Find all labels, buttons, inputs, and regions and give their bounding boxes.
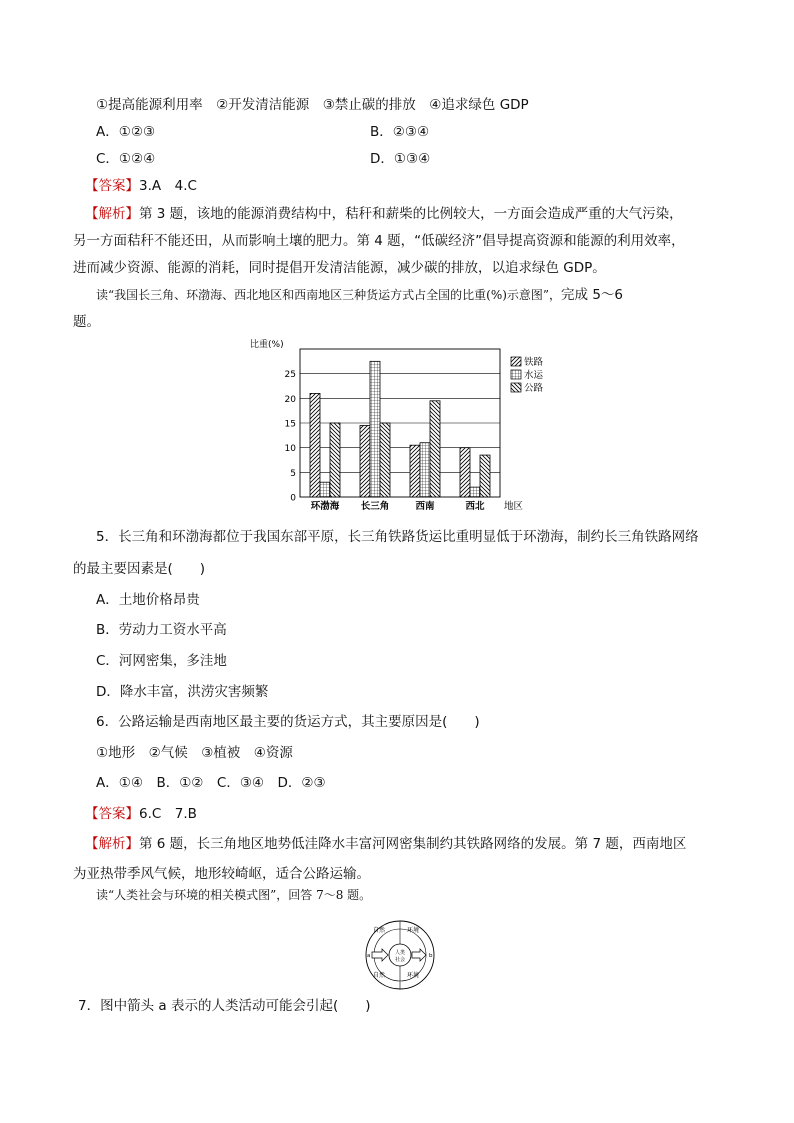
analysis-tag: 【解析】 <box>85 206 139 222</box>
legend-label: 铁路 <box>524 357 544 368</box>
bar-公路-西北 <box>480 455 490 497</box>
bar-水运-西南 <box>420 443 430 497</box>
human-society-environment-diagram <box>358 918 442 992</box>
bar-公路-西南 <box>430 401 440 497</box>
q4-option-b: B．②③④ <box>370 124 430 140</box>
y-tick-label: 15 <box>284 419 296 430</box>
legend-label: 公路 <box>524 383 544 394</box>
label-environment-top: 环境 <box>407 927 420 934</box>
answer-block-2: 【答案】6.C 7.B <box>85 806 197 822</box>
bar-水运-环渤海 <box>320 482 330 497</box>
category-label: 长三角 <box>360 501 390 512</box>
diagram-intro: 读“人类社会与环境的相关模式图”，回答 7～8 题。 <box>96 888 372 902</box>
q5-option-b: B．劳动力工资水平高 <box>96 622 227 638</box>
bar-公路-长三角 <box>380 423 390 497</box>
analysis-1-line-3: 进而减少资源、能源的消耗，同时提倡开发清洁能源，减少碳的排放，以追求绿色 GDP。 <box>73 260 606 276</box>
bar-铁路-西北 <box>460 448 470 497</box>
legend-label: 水运 <box>524 370 544 381</box>
label-society: 社会 <box>395 957 406 963</box>
q6-items: ①地形 ②气候 ③植被 ④资源 <box>96 745 293 761</box>
bar-公路-环渤海 <box>330 423 340 497</box>
y-tick-label: 20 <box>284 394 296 405</box>
q7-stem: 7．图中箭头 a 表示的人类活动可能会引起( ) <box>78 998 371 1014</box>
chart-intro-line-1: 读“我国长三角、环渤海、西北地区和西南地区三种货运方式占全国的比重(%)示意图”，完成 5～6 <box>96 287 624 303</box>
label-human: 人类 <box>395 950 406 956</box>
legend-swatch <box>511 370 521 379</box>
bar-铁路-长三角 <box>360 425 370 497</box>
q4-option-d: D．①③④ <box>370 151 431 167</box>
y-tick-label: 5 <box>290 468 296 479</box>
analysis-1-line-2: 另一方面秸秆不能还田，从而影响土壤的肥力。第 4 题，“低碳经济”倡导提高资源和能源的利用效率， <box>73 233 685 249</box>
y-axis-label: 比重(%) <box>250 340 284 350</box>
category-label: 西北 <box>465 501 485 512</box>
bar-水运-长三角 <box>370 361 380 497</box>
analysis-2-line-2: 为亚热带季风气候，地形较崎岖，适合公路运输。 <box>73 866 370 882</box>
label-environment-bottom: 环境 <box>407 972 420 979</box>
bar-铁路-西南 <box>410 445 420 497</box>
x-axis-label: 地区 <box>504 501 524 512</box>
freight-share-chart <box>248 337 558 515</box>
q5-option-d: D．降水丰富，洪涝灾害频繁 <box>96 684 269 700</box>
q5-stem-line-2: 的最主要因素是( ) <box>73 561 206 577</box>
q5-option-c: C．河网密集，多洼地 <box>96 653 227 669</box>
q6-stem: 6．公路运输是西南地区最主要的货运方式，其主要原因是( ) <box>96 714 480 730</box>
q5-option-a: A．土地价格昂贵 <box>96 592 200 608</box>
bar-水运-西北 <box>470 487 480 497</box>
analysis-1-line-1: 【解析】第 3 题，该地的能源消费结构中，秸秆和薪柴的比例较大，一方面会造成严重的大气污染， <box>85 206 683 222</box>
y-tick-label: 10 <box>284 444 296 455</box>
q4-items: ①提高能源利用率 ②开发清洁能源 ③禁止碳的排放 ④追求绿色 GDP <box>96 97 529 113</box>
label-b: b <box>429 953 433 959</box>
answer-text: 3.A 4.C <box>139 178 197 194</box>
q4-option-a: A．①②③ <box>96 124 156 140</box>
answer-tag: 【答案】 <box>85 178 139 194</box>
category-label: 环渤海 <box>310 501 340 512</box>
label-nature-bottom: 自然 <box>373 972 386 979</box>
answer-block-1 <box>85 176 197 196</box>
q4-option-c: C．①②④ <box>96 151 156 167</box>
y-tick-label: 0 <box>290 493 296 504</box>
chart-intro-line-2: 题。 <box>73 314 100 330</box>
legend-swatch <box>511 357 521 366</box>
q5-stem-line-1: 5．长三角和环渤海都位于我国东部平原，长三角铁路货运比重明显低于环渤海，制约长三角铁路网络 <box>96 529 699 545</box>
label-nature-top: 自然 <box>373 927 386 934</box>
y-tick-label: 25 <box>284 370 296 381</box>
legend-swatch <box>511 383 521 392</box>
bar-铁路-环渤海 <box>310 393 320 497</box>
label-a: a <box>367 953 371 959</box>
q6-options: A．①④ B．①② C．③④ D．②③ <box>96 775 326 791</box>
category-label: 西南 <box>415 501 435 512</box>
analysis-2-line-1: 【解析】第 6 题，长三角地区地势低洼降水丰富河网密集制约其铁路网络的发展。第 7 题，西南地区 <box>85 836 687 852</box>
